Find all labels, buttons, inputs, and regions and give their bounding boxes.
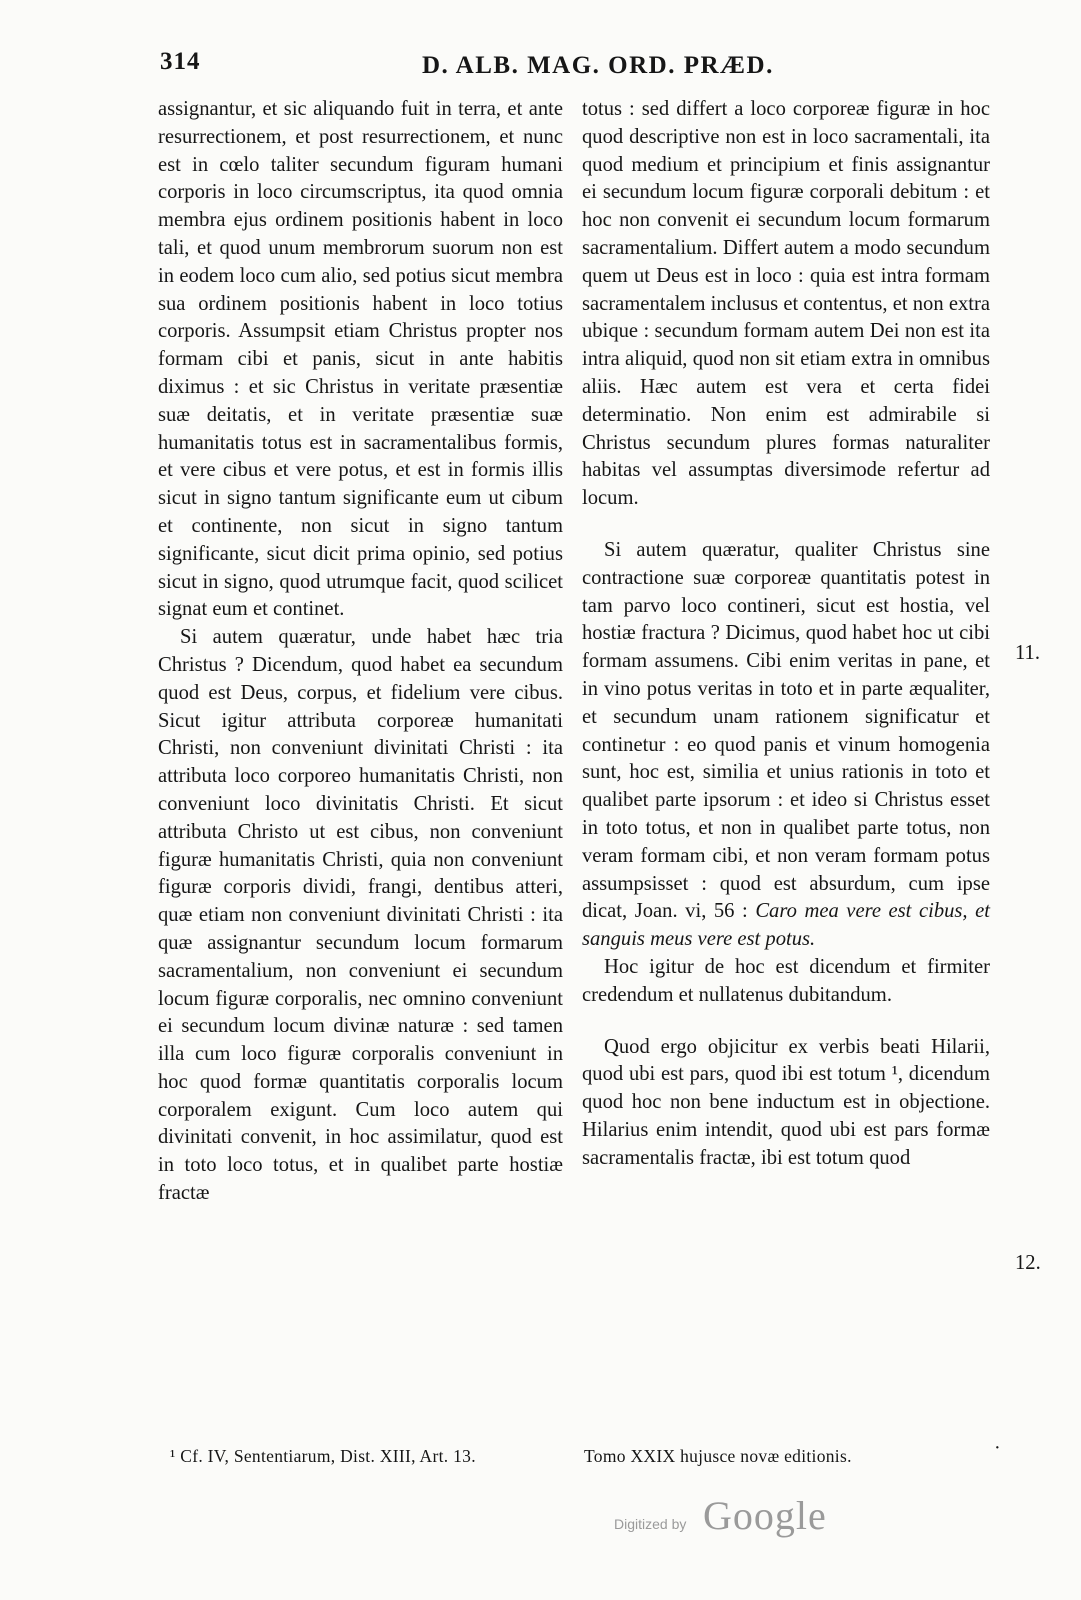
right-paragraph-4: Quod ergo objicitur ex verbis beati Hilarii, quod ubi est pars, quod ibi est totum ¹, dicendum quod hoc non bene inductum est in objectione. Hilarius enim intendit, quod ubi est pars formæ sacramentalis fractæ, ibi est totum quod [582, 1035, 990, 1169]
page-header [0, 40, 1081, 90]
left-paragraph-2: Si autem quæratur, unde habet hæc tria Christus ? Dicendum, quod habet ea secundum quod est Deus, corpus, et fidelium vere cibus. Sicut igitur attributa corporeæ humanitati Christi, non conveniunt divinitati Christi : ita attributa loco corporeo humanitatis Christi, non conveniunt loco divinitatis Christi. Et sicut attributa Christo ut est cibus, non conveniunt figuræ humanitatis Christi, quia non conveniunt figuræ corporis dividi, frangi, dentibus atteri, quæ etiam non conveniunt divinitati Christi : ita quæ assignantur secundum locum formarum sacramentalium, non conveniunt ei secundum locum figuræ corporalis, nec omnino conveniunt ei secundum locum divinæ naturæ : sed tamen illa cum loco figuræ corporalis conveniunt in hoc quod formæ quantitatis corporalis locum corporalem exigunt. Cum loco autem qui divinitati convenit, in hoc assimilatur, quod est in toto loco totus, et in qualibet parte hostiæ fractæ [158, 626, 563, 1205]
digitized-watermark [612, 1493, 842, 1546]
left-column [158, 96, 563, 1208]
stray-dot: · [994, 1437, 1001, 1459]
page-number: 314 [160, 48, 201, 75]
footnote-left: ¹ Cf. IV, Sententiarum, Dist. XIII, Art. 13. [170, 1446, 476, 1466]
scripture-quote: Caro mea vere est cibus, et sanguis meus vere est potus. [582, 900, 990, 951]
right-paragraph-2-text: Si autem quæratur, qualiter Christus sine contractione suæ corporeæ quantitatis potest in tam parvo loco contineri, sicut est hostia, vel hostiæ fractura ? Dicimus, quod habet hoc ut cibi formam assumens. Cibi enim veritas in pane, et in vino potus veritas in toto et in parte æqualiter, et secundum unam rationem significatur et continetur : eo quod panis et vinum homogenia sunt, hoc est, similia et unius rationis in toto et qualibet parte ipsorum : et ideo si Christus esset in toto totus, et non in qualibet parte totus, non veram formam cibi, et non veram formam potus assumpsisset : quod est absurdum, cum ipse dicat, Joan. vi, 56 : [582, 538, 990, 923]
margin-number-11: 11. [1015, 642, 1040, 664]
margin-number-12: 12. [1015, 1252, 1041, 1274]
right-paragraph-3: Hoc igitur de hoc est dicendum et firmiter credendum et nullatenus dubitandum. [582, 955, 990, 1006]
google-logo: Google [703, 1493, 827, 1538]
watermark-small-text: Digitized by [614, 1516, 687, 1532]
right-column [582, 96, 990, 1172]
footnote-right: Tomo XXIX hujusce novæ editionis. [584, 1446, 852, 1466]
right-paragraph-1: totus : sed differt a loco corporeæ figuræ in hoc quod descriptive non est in loco sacramentali, ita quod medium et principium et finis assignantur ei secundum locum figuræ corporali debitum : et hoc non convenit ei secundum locum formarum sacramentalium. Differt autem a modo secundum quem ut Deus est in loco : quia est intra formam sacramentalem inclusus et contentus, et non extra ubique : secundum formam autem Dei non est ita intra aliquid, quod non sit etiam extra in omnibus aliis. Hæc autem est vera et certa fidei determinatio. Non enim est admirabile si Christus secundum plures formas naturaliter habitas vel assumptas diversimode refertur ad locum. [582, 98, 990, 510]
running-head: D. ALB. MAG. ORD. PRÆD. [422, 52, 774, 79]
right-paragraph-2 [582, 537, 990, 954]
left-paragraph-1: assignantur, et sic aliquando fuit in terra, et ante resurrectionem, et post resurrectionem, et nunc est in cœlo taliter secundum figuram humani corporis in loco circumscriptus, ita quod omnia membra ejus ordinem positionis habent in loco tali, et quod unum membrorum suorum non est in eodem loco cum alio, sed potius sicut membra sua ordinem positionis habent in loco totius corporis. Assumpsit etiam Christus propter nos formam cibi et panis, sicut in ante habitis diximus : et sic Christus in veritate præsentiæ suæ deitatis, et in veritate præsentiæ suæ humanitatis totus est in sacramentalibus formis, et vere cibus et vere potus, et est in formis illis sicut in signo tantum significante eum ut cibum et continente, non sicut in signo tantum significante, sicut dicit prima opinio, sed potius sicut in signo, quod utrumque facit, quod scilicet signat eum et continet. [158, 98, 563, 621]
